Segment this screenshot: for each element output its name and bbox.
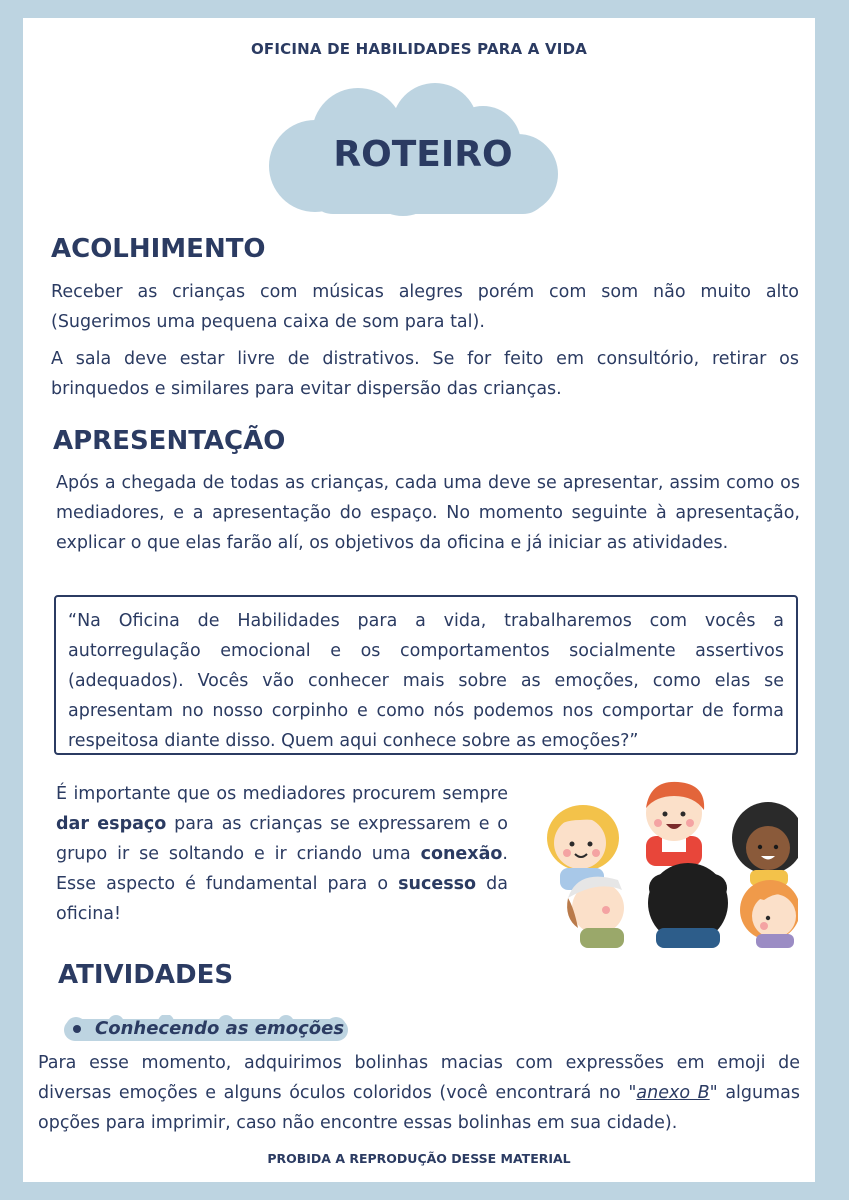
section-heading-atividades: ATIVIDADES <box>58 960 234 990</box>
tip-bold-sucesso: sucesso <box>398 874 477 894</box>
atividades-text-start: Para esse momento, adquirimos bolinhas macias com expressões em emoji de diversas emoções e alguns óculos coloridos (você encontrará no " <box>38 1053 800 1103</box>
child-afro-boy <box>732 802 798 886</box>
child-ginger-girl <box>740 880 798 948</box>
tip-bold-dar-espaco: dar espaço <box>56 814 167 834</box>
annex-reference: anexo B <box>636 1083 710 1103</box>
tip-text-4: da oficina! <box>56 874 508 924</box>
quote-box <box>54 595 798 755</box>
acolhimento-paragraph-1: Receber as crianças com músicas alegres porém com som não muito alto (Sugerimos uma pequena caixa de som para tal). <box>51 282 799 332</box>
document-page <box>23 18 815 1182</box>
tip-paragraph <box>56 779 508 929</box>
header-title: OFICINA DE HABILIDADES PARA A VIDA <box>250 40 588 58</box>
atividades-paragraph <box>38 1048 800 1138</box>
section-heading-acolhimento: ACOLHIMENTO <box>51 234 266 264</box>
child-cap-boy <box>567 877 624 948</box>
cloud-banner <box>263 76 583 221</box>
bullet-dot <box>73 1025 81 1033</box>
child-red-hair-boy <box>646 782 704 866</box>
quote-text: “Na Oficina de Habilidades para a vida, trabalharemos com vocês a autorregulação emocional e os comportamentos socialmente assertivos (adequados). Vocês vão conhecer mais sobre as emoções, como elas se apresentam no nosso corpinho e como nós podemos nos comportar de forma respeitosa diante disso. Quem aqui conhece sobre as emoções?” <box>68 611 784 751</box>
section-heading-apresentacao: APRESENTAÇÃO <box>53 426 286 456</box>
acolhimento-paragraph-2: A sala deve estar livre de distrativos. Se for feito em consultório, retirar os brinquedos e similares para evitar dispersão das crianças. <box>51 349 799 399</box>
tip-text-2: para as crianças se expressarem e o grupo ir se soltando e ir criando uma <box>56 814 508 864</box>
activity-title-conhecendo-emocoes: Conhecendo as emoções <box>95 1018 345 1039</box>
page-title: ROTEIRO <box>333 134 513 175</box>
atividades-text-end: " algumas opções para imprimir, caso não encontre essas bolinhas em sua cidade). <box>38 1083 800 1133</box>
tip-text-3: . Esse aspecto é fundamental para o <box>56 844 508 894</box>
tip-bold-conexao: conexão <box>420 844 503 864</box>
child-back-view <box>648 863 728 948</box>
apresentacao-paragraph: Após a chegada de todas as crianças, cada uma deve se apresentar, assim como os mediadores, e a apresentação do espaço. No momento seguinte à apresentação, explicar o que elas farão alí, os objetivos da oficina e já iniciar as atividades. <box>56 473 800 553</box>
tip-text-1: É importante que os mediadores procurem sempre <box>56 784 508 804</box>
footer-notice: PROBIDA A REPRODUÇÃO DESSE MATERIAL <box>267 1151 571 1166</box>
children-illustration <box>538 768 798 948</box>
child-blonde-girl <box>547 805 619 890</box>
